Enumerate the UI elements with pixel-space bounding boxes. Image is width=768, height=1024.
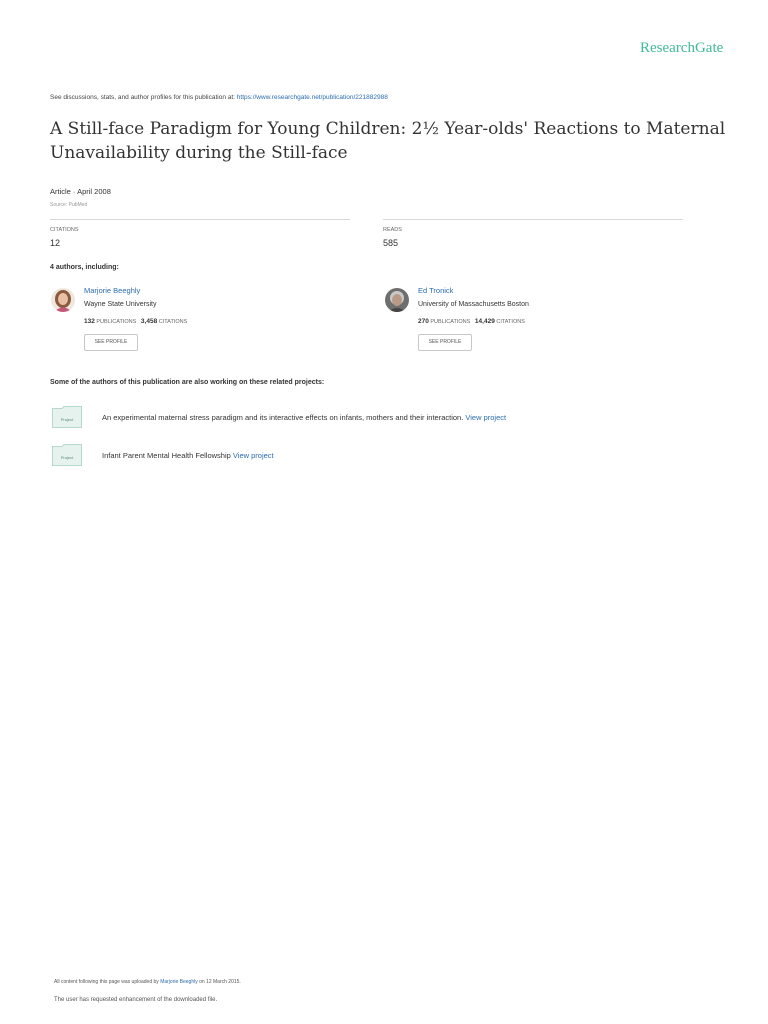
project-icon: [52, 444, 82, 471]
publications-count: 270: [418, 318, 429, 325]
divider-right: [383, 219, 683, 220]
author-avatar-tronick[interactable]: [385, 288, 409, 312]
avatar-photo-icon: [51, 288, 75, 312]
reads-label: READS: [383, 227, 402, 233]
project-icon-label: Project: [60, 417, 74, 422]
author-institution: Wayne State University: [84, 301, 157, 308]
citations-count-label: CITATIONS: [158, 319, 188, 325]
upload-note: [54, 979, 241, 985]
citations-label: CITATIONS: [50, 227, 79, 233]
author-avatar-beeghly[interactable]: [51, 288, 75, 312]
see-profile-button[interactable]: SEE PROFILE: [418, 334, 472, 351]
divider-left: [50, 219, 350, 220]
citations-value: 12: [50, 238, 61, 248]
citations-count: 14,429: [474, 318, 495, 325]
publication-url-link[interactable]: https://www.researchgate.net/publication/221882988: [236, 94, 388, 101]
avatar-photo-icon: [385, 288, 409, 312]
view-project-link[interactable]: View project: [232, 451, 274, 460]
project-item: [102, 413, 506, 422]
uploader-link[interactable]: Marjorie Beeghly: [160, 979, 198, 985]
publications-label: PUBLICATIONS: [96, 319, 137, 325]
researchgate-logo[interactable]: ResearchGate: [640, 40, 724, 56]
article-meta: Article · April 2008: [50, 187, 111, 196]
citations-count: 3,458: [140, 318, 158, 325]
view-project-link[interactable]: View project: [465, 413, 507, 422]
author-name-link[interactable]: Marjorie Beeghly: [84, 286, 141, 295]
upload-suffix: on 12 March 2015.: [197, 979, 241, 985]
project-icon: [52, 406, 82, 433]
project-item: [102, 451, 274, 460]
article-source: Source: PubMed: [50, 202, 88, 208]
publications-label: PUBLICATIONS: [430, 319, 471, 325]
project-title: An experimental maternal stress paradigm and its interactive effects on infants, mothers and their interaction.: [102, 413, 464, 422]
reads-value: 585: [383, 238, 399, 248]
author-stats: [418, 318, 525, 325]
publications-count: 132: [84, 318, 95, 325]
related-projects-heading: Some of the authors of this publication are also working on these related projects:: [50, 379, 325, 386]
citations-count-label: CITATIONS: [496, 319, 525, 325]
project-title: Infant Parent Mental Health Fellowship: [102, 451, 231, 460]
author-name-link[interactable]: Ed Tronick: [418, 286, 454, 295]
authors-heading: 4 authors, including:: [50, 264, 119, 271]
article-title: A Still-face Paradigm for Young Children: 2½ Year-olds' Reactions to Maternal Unavailability during the Still-face: [50, 119, 726, 163]
discussion-line: [50, 94, 388, 101]
project-icon-label: Project: [60, 455, 74, 460]
enhancement-note: The user has requested enhancement of the downloaded file.: [54, 997, 218, 1003]
author-institution: University of Massachusetts Boston: [418, 301, 529, 308]
see-profile-button[interactable]: SEE PROFILE: [84, 334, 138, 351]
author-stats: [84, 318, 187, 325]
discussion-prefix: See discussions, stats, and author profiles for this publication at:: [50, 94, 237, 101]
upload-prefix: All content following this page was uploaded by: [54, 979, 161, 985]
